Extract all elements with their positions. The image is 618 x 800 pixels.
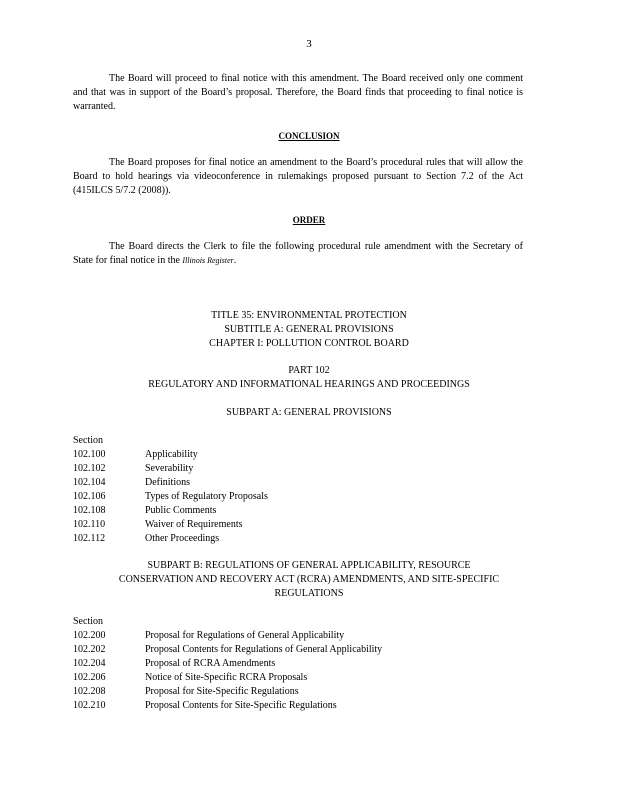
toc-row [73, 490, 268, 504]
section-number: 102.112 [73, 533, 106, 544]
toc-row [73, 476, 268, 490]
conclusion-heading-text: CONCLUSION [278, 131, 340, 141]
toc-row [73, 504, 268, 518]
section-number: 102.206 [73, 672, 106, 683]
toc-row [73, 532, 268, 546]
section-list-b [73, 615, 382, 713]
order-heading [0, 213, 618, 227]
section-title: Proposal Contents for Regulations of General Applicability [145, 644, 383, 655]
section-number: 102.100 [73, 449, 106, 460]
section-title: Applicability [145, 449, 198, 460]
section-number: 102.108 [73, 505, 106, 516]
paragraph-order [73, 240, 523, 268]
paragraph-final-notice [73, 72, 523, 114]
section-title: Waiver of Requirements [145, 519, 243, 530]
title-line: TITLE 35: ENVIRONMENTAL PROTECTION [211, 310, 407, 321]
subpart-a-heading: SUBPART A: GENERAL PROVISIONS [226, 407, 392, 418]
subpart-b-line3: REGULATIONS [274, 588, 344, 599]
toc-row [73, 462, 268, 476]
subpart-b-line1: SUBPART B: REGULATIONS OF GENERAL APPLICABILITY, RESOURCE [147, 560, 471, 571]
toc-row [73, 657, 382, 671]
order-heading-text: ORDER [292, 215, 326, 225]
subpart-b-line2: CONSERVATION AND RECOVERY ACT (RCRA) AMENDMENTS, AND SITE-SPECIFIC [118, 574, 500, 585]
section-label: Section [73, 435, 103, 446]
section-number: 102.208 [73, 686, 106, 697]
illinois-register-italic: Illinois Register [182, 256, 234, 265]
section-number: 102.204 [73, 658, 106, 669]
part-line: PART 102 [288, 365, 330, 376]
chapter-line: CHAPTER I: POLLUTION CONTROL BOARD [209, 338, 409, 349]
conclusion-heading [0, 129, 618, 143]
section-number: 102.210 [73, 700, 106, 711]
section-title: Proposal for Site-Specific Regulations [145, 686, 299, 697]
page-number: 3 [306, 38, 312, 50]
section-number: 102.104 [73, 477, 106, 488]
section-number: 102.202 [73, 644, 106, 655]
section-title: Other Proceedings [145, 533, 220, 544]
section-title: Types of Regulatory Proposals [145, 491, 268, 502]
toc-row [73, 629, 382, 643]
section-title: Proposal for Regulations of General Applicability [145, 630, 345, 641]
section-label: Section [73, 616, 103, 627]
section-title: Proposal of RCRA Amendments [145, 658, 276, 669]
toc-row [73, 518, 268, 532]
paragraph-conclusion-text: The Board proposes for final notice an amendment to the Board’s procedural rules that will allow the Board to hold hearings via videoconference in rulemakings proposed pursuant to Section 7.2 of the Act (415ILCS 5/7.2 (2008)). [73, 157, 523, 196]
paragraph-order-end: . [233, 255, 237, 266]
toc-row [73, 685, 382, 699]
section-title: Notice of Site-Specific RCRA Proposals [145, 672, 308, 683]
paragraph-conclusion [73, 156, 523, 198]
section-number: 102.110 [73, 519, 106, 530]
section-number: 102.200 [73, 630, 106, 641]
toc-row [73, 699, 382, 713]
paragraph-order-text: The Board directs the Clerk to file the following procedural rule amendment with the Secretary of State for final notice in the [73, 241, 523, 266]
paragraph-final-notice-text: The Board will proceed to final notice with this amendment. The Board received only one comment and that was in support of the Board’s proposal. Therefore, the Board finds that proceeding to final notice is warranted. [73, 73, 523, 112]
section-title: Proposal Contents for Site-Specific Regulations [145, 700, 337, 711]
section-title: Definitions [145, 477, 190, 488]
section-title: Severability [145, 463, 194, 474]
section-number: 102.106 [73, 491, 106, 502]
subtitle-line: SUBTITLE A: GENERAL PROVISIONS [224, 324, 394, 335]
part-title: REGULATORY AND INFORMATIONAL HEARINGS AND PROCEEDINGS [148, 379, 470, 390]
toc-row [73, 671, 382, 685]
section-list-a [73, 434, 268, 546]
toc-row [73, 643, 382, 657]
section-title: Public Comments [145, 505, 217, 516]
section-number: 102.102 [73, 463, 106, 474]
toc-row [73, 448, 268, 462]
